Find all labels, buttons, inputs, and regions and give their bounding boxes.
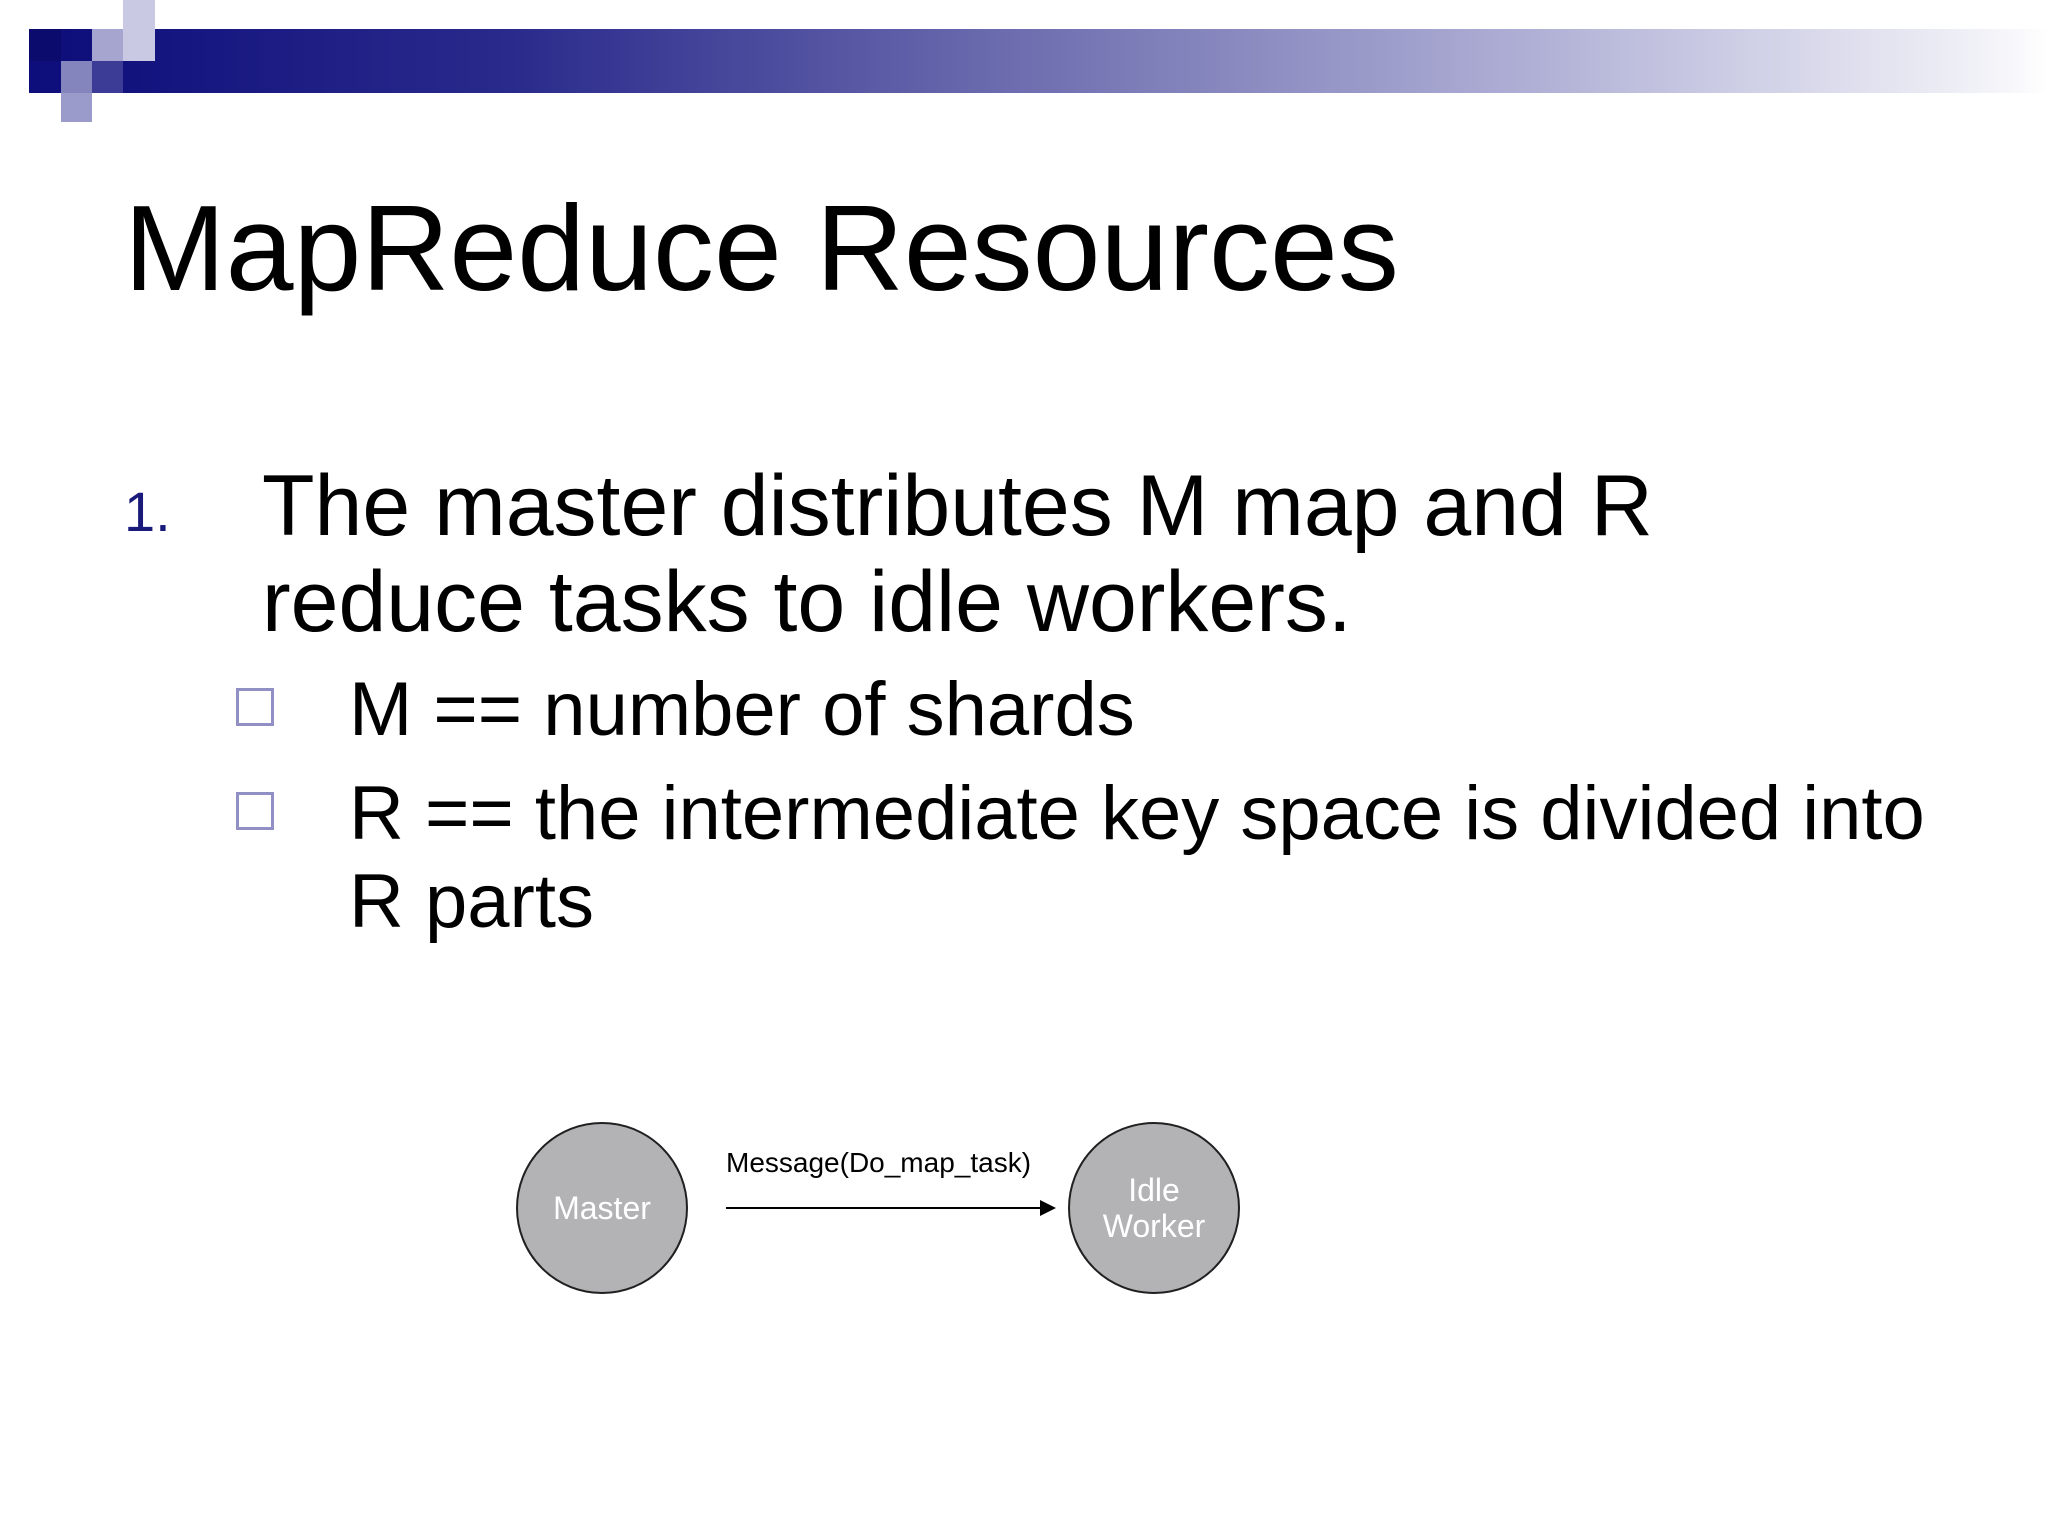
message-label: Message(Do_map_task) — [726, 1147, 1032, 1178]
square-bullet-icon — [236, 688, 274, 726]
square-bullet-icon — [236, 792, 274, 830]
header-gradient-bar — [0, 29, 2048, 93]
arrow-head-icon — [1040, 1200, 1056, 1216]
decorative-square — [29, 93, 61, 122]
master-node — [516, 1122, 688, 1294]
decorative-square — [61, 93, 92, 122]
decorative-square — [123, 29, 155, 61]
idle-worker-label-line2: Worker — [1102, 1208, 1206, 1244]
main-point-text: The master distributes M map and R reduce tasks to idle workers. — [262, 458, 1653, 650]
decorative-square — [92, 61, 123, 93]
decorative-square — [123, 0, 155, 29]
slide-title: MapReduce Resources — [124, 180, 1399, 316]
decorative-square — [61, 61, 92, 93]
decorative-square — [29, 29, 61, 61]
decorative-square — [92, 29, 123, 61]
sub-point-text: M == number of shards — [349, 667, 1135, 752]
decorative-square — [0, 61, 29, 93]
sub-point-text: R == the intermediate key space is divided into R parts — [349, 771, 1925, 944]
idle-worker-label-line1: Idle — [1128, 1172, 1180, 1208]
idle-worker-node — [1068, 1122, 1240, 1294]
idle-worker-label — [1103, 1172, 1206, 1244]
list-number: 1. — [124, 480, 171, 543]
master-node-label: Master — [553, 1190, 651, 1226]
message-arrow-line — [726, 1207, 1046, 1209]
decorative-square — [61, 0, 92, 29]
